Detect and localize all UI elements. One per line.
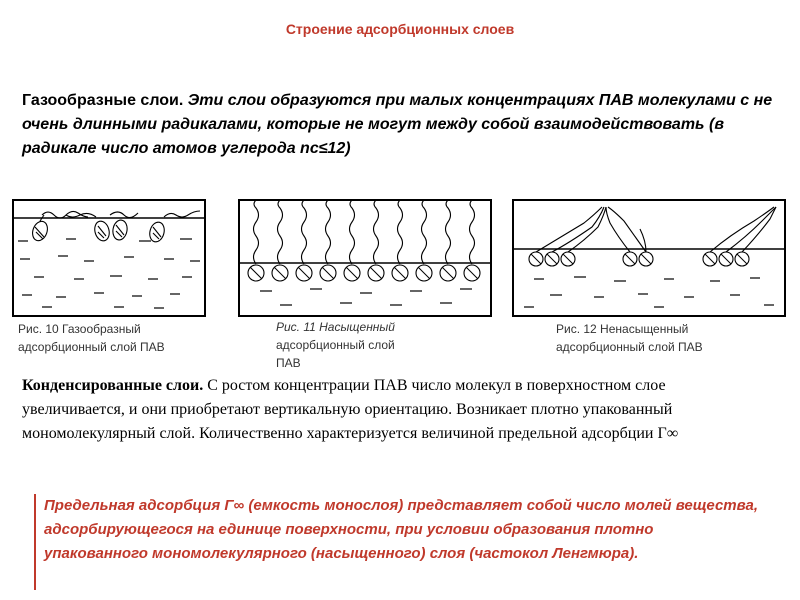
figure-unsaturated-layer [512,199,786,317]
figure-12-caption-line2: адсорбционный слой ПАВ [556,340,703,354]
figure-saturated-layer-drawing [240,201,490,315]
molecule-tail [470,201,475,264]
figure-saturated-layer [238,199,492,317]
condensed-layers-lead: Конденсированные слои. [22,377,204,394]
condensed-layers-paragraph [22,374,742,446]
figure-11-caption-line2: адсорбционный слой [276,338,395,352]
definition-box [34,494,758,590]
gaseous-layers-paragraph [22,89,782,161]
figure-12-caption-line1: Рис. 12 Ненасыщенный [556,322,689,336]
condensed-layers-text: С ростом концентрации ПАВ число молекул в поверхностном слое увеличивается, и они приобретают вертикальную ориентацию. Возникает плотно упакованный мономолекулярный слой. Количественно характеризуется величиной предельной адсорбции Г∞ [22,377,679,442]
figure-11-caption-line3: ПАВ [276,356,301,370]
gaseous-layers-lead: Газообразные слои. [22,92,184,109]
page-title: Строение адсорбционных слоев [285,21,515,37]
figure-10-caption-line2: адсорбционный слой ПАВ [18,340,165,354]
figure-10-caption-line1: Рис. 10 Газообразный [18,322,141,336]
figure-unsaturated-layer-drawing [514,201,784,315]
figure-10-caption [18,320,218,356]
molecule-tail [254,201,259,264]
molecule-tail [278,201,283,264]
definition-text: Предельная адсорбция Г∞ (емкость монослоя) представляет собой число молей вещества, адсорбирующегося на единице поверхности, при условии образования плотно упакованного мономолекулярного (насыщенного) слоя (частокол Ленгмюра). [44,497,759,562]
molecule-tail [326,201,331,264]
gaseous-layers-text: Эти слои образуются при малых концентрациях ПАВ молекулами с не очень длинными радикалами, которые не могут между собой взаимодействовать (в радикале число атомов углерода nс≤12) [22,92,773,157]
molecule-tail [422,201,427,264]
molecule-tail [398,201,403,264]
molecule-tail [350,201,355,264]
figure-gaseous-layer-drawing [14,201,204,315]
figure-gaseous-layer [12,199,206,317]
figure-12-caption [556,320,776,356]
molecule-tail [374,201,379,264]
molecule-tail [446,201,451,264]
figure-11-caption-line1: Рис. 11 Насыщенный [276,320,395,334]
molecule-tail [302,201,307,264]
figure-11-caption [276,318,476,372]
